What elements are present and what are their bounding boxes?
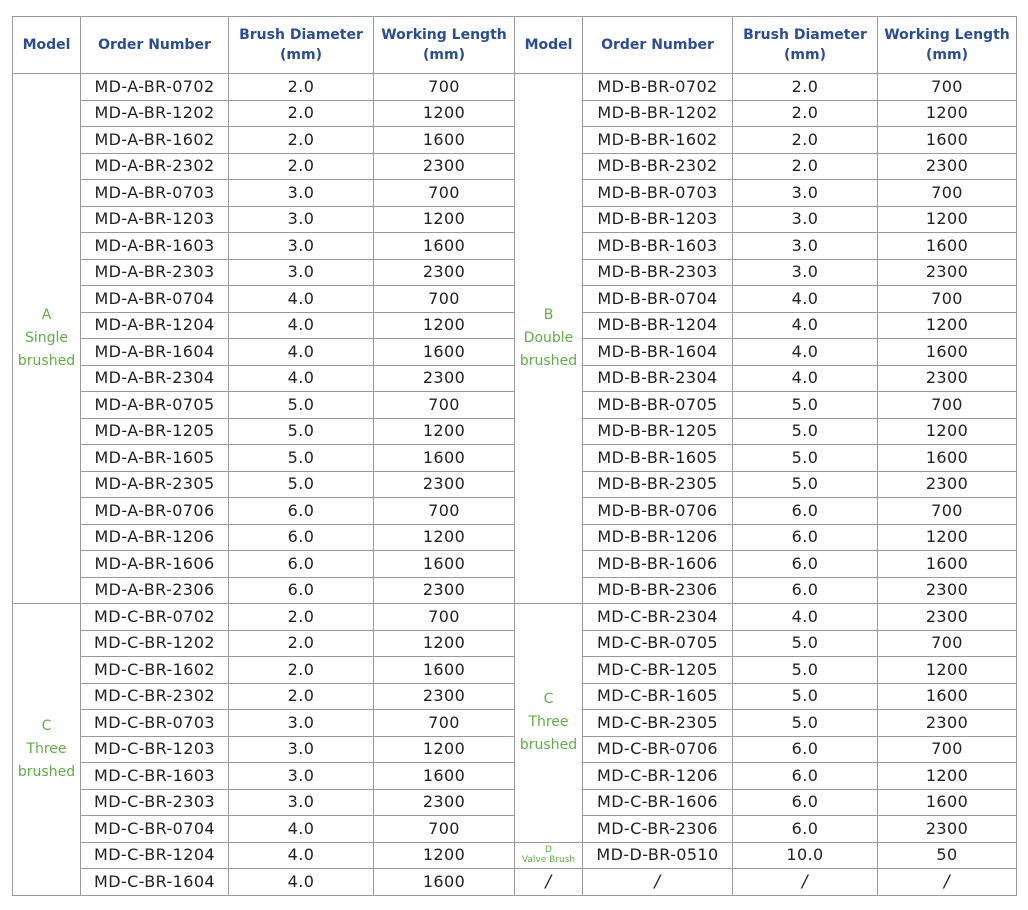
- right-order-number-cell: MD-B-BR-0704: [583, 286, 733, 313]
- right-brush-diameter-cell: 6.0: [733, 789, 878, 816]
- left-brush-diameter-cell: 2.0: [229, 630, 374, 657]
- right-brush-diameter-cell: 2.0: [733, 127, 878, 154]
- left-brush-diameter-cell: 3.0: [229, 206, 374, 233]
- left-order-number-cell: MD-A-BR-1603: [81, 233, 229, 260]
- left-working-length-cell: 700: [374, 74, 515, 101]
- left-order-number-cell: MD-A-BR-2304: [81, 365, 229, 392]
- right-working-length-cell: 1600: [878, 551, 1017, 578]
- left-brush-diameter-cell: 4.0: [229, 816, 374, 843]
- right-working-length-cell: 2300: [878, 153, 1017, 180]
- right-brush-diameter-cell: 6.0: [733, 524, 878, 551]
- left-working-length-cell: 1200: [374, 418, 515, 445]
- empty-order-number-cell: /: [583, 869, 733, 896]
- model-group-a-line: A: [41, 307, 52, 323]
- model-group-a-line: brushed: [17, 353, 76, 369]
- right-order-number-cell: MD-B-BR-1203: [583, 206, 733, 233]
- left-order-number-cell: MD-C-BR-0703: [81, 710, 229, 737]
- right-order-number-cell: MD-C-BR-2305: [583, 710, 733, 737]
- left-brush-diameter-cell: 2.0: [229, 683, 374, 710]
- right-brush-diameter-cell: 5.0: [733, 471, 878, 498]
- right-working-length-cell: 1600: [878, 789, 1017, 816]
- right-working-length-cell: 700: [878, 736, 1017, 763]
- left-working-length-cell: 1600: [374, 445, 515, 472]
- right-brush-diameter-cell: 5.0: [733, 630, 878, 657]
- right-working-length-cell: 1200: [878, 206, 1017, 233]
- left-working-length-cell: 700: [374, 180, 515, 207]
- right-order-number-cell: MD-B-BR-1606: [583, 551, 733, 578]
- left-brush-diameter-cell: 6.0: [229, 551, 374, 578]
- left-working-length-cell: 2300: [374, 683, 515, 710]
- right-working-length-cell: 700: [878, 74, 1017, 101]
- left-working-length-cell: 2300: [374, 471, 515, 498]
- left-working-length-cell: 1200: [374, 312, 515, 339]
- left-order-number-cell: MD-A-BR-1606: [81, 551, 229, 578]
- model-group-d: [515, 842, 583, 869]
- model-group-c-right-line: brushed: [519, 737, 578, 754]
- model-group-c-left-line: C: [41, 717, 52, 734]
- left-order-number-cell: MD-A-BR-0706: [81, 498, 229, 525]
- right-brush-diameter-cell: 4.0: [733, 339, 878, 366]
- header-model-left: Model: [13, 17, 81, 74]
- right-working-length-cell: 2300: [878, 259, 1017, 286]
- right-brush-diameter-cell: 2.0: [733, 153, 878, 180]
- left-brush-diameter-cell: 2.0: [229, 74, 374, 101]
- model-group-c-right: [515, 604, 583, 843]
- left-brush-diameter-cell: 4.0: [229, 312, 374, 339]
- header-order-number-left: Order Number: [81, 17, 229, 74]
- right-order-number-cell: MD-B-BR-1602: [583, 127, 733, 154]
- right-brush-diameter-cell: 4.0: [733, 312, 878, 339]
- model-group-b-line: brushed: [519, 353, 578, 369]
- table-row: [13, 74, 1017, 101]
- right-order-number-cell: MD-C-BR-2304: [583, 604, 733, 631]
- right-working-length-cell: 1600: [878, 445, 1017, 472]
- right-order-number-cell: MD-B-BR-2303: [583, 259, 733, 286]
- right-order-number-cell: MD-B-BR-2306: [583, 577, 733, 604]
- right-order-number-cell: MD-B-BR-1206: [583, 524, 733, 551]
- left-working-length-cell: 2300: [374, 365, 515, 392]
- left-order-number-cell: MD-C-BR-0702: [81, 604, 229, 631]
- left-order-number-cell: MD-C-BR-1602: [81, 657, 229, 684]
- right-order-number-cell: MD-B-BR-0702: [583, 74, 733, 101]
- spec-table-container: [12, 16, 1017, 896]
- right-order-number-cell: MD-B-BR-2305: [583, 471, 733, 498]
- model-group-c-left-line: Three: [26, 740, 67, 757]
- right-order-number-cell: MD-B-BR-1605: [583, 445, 733, 472]
- model-group-b-line: Double: [523, 330, 574, 346]
- left-order-number-cell: MD-A-BR-0705: [81, 392, 229, 419]
- left-working-length-cell: 1600: [374, 127, 515, 154]
- left-brush-diameter-cell: 2.0: [229, 153, 374, 180]
- left-brush-diameter-cell: 2.0: [229, 100, 374, 127]
- right-working-length-cell: 700: [878, 630, 1017, 657]
- right-brush-diameter-cell: 5.0: [733, 657, 878, 684]
- left-working-length-cell: 2300: [374, 153, 515, 180]
- right-order-number-cell: MD-C-BR-0705: [583, 630, 733, 657]
- table-row: [13, 842, 1017, 869]
- model-group-c-right-line: Three: [528, 714, 569, 731]
- right-working-length-cell: 1200: [878, 763, 1017, 790]
- right-working-length-cell: 1600: [878, 339, 1017, 366]
- left-order-number-cell: MD-A-BR-1205: [81, 418, 229, 445]
- left-brush-diameter-cell: 6.0: [229, 524, 374, 551]
- right-working-length-cell: 1600: [878, 127, 1017, 154]
- right-brush-diameter-cell: 4.0: [733, 604, 878, 631]
- left-working-length-cell: 1200: [374, 630, 515, 657]
- model-group-d-line: Valve Brush: [521, 855, 576, 866]
- right-order-number-cell: MD-B-BR-1603: [583, 233, 733, 260]
- left-brush-diameter-cell: 5.0: [229, 418, 374, 445]
- right-brush-diameter-cell: 5.0: [733, 392, 878, 419]
- left-working-length-cell: 2300: [374, 577, 515, 604]
- left-brush-diameter-cell: 4.0: [229, 869, 374, 896]
- left-working-length-cell: 1200: [374, 100, 515, 127]
- header-order-number-right: Order Number: [583, 17, 733, 74]
- model-group-c-left-line: brushed: [17, 763, 76, 780]
- empty-working-length-cell: /: [878, 869, 1017, 896]
- right-working-length-cell: 700: [878, 286, 1017, 313]
- right-working-length-cell: 700: [878, 498, 1017, 525]
- left-brush-diameter-cell: 4.0: [229, 842, 374, 869]
- model-group-d-line: D: [545, 845, 552, 856]
- left-order-number-cell: MD-A-BR-0702: [81, 74, 229, 101]
- left-brush-diameter-cell: 4.0: [229, 339, 374, 366]
- left-working-length-cell: 1200: [374, 736, 515, 763]
- left-working-length-cell: 700: [374, 498, 515, 525]
- left-brush-diameter-cell: 2.0: [229, 604, 374, 631]
- left-order-number-cell: MD-A-BR-2305: [81, 471, 229, 498]
- right-order-number-cell: MD-C-BR-1205: [583, 657, 733, 684]
- left-brush-diameter-cell: 4.0: [229, 365, 374, 392]
- right-order-number-cell: MD-B-BR-0705: [583, 392, 733, 419]
- model-group-c-right-line: C: [543, 691, 554, 708]
- left-order-number-cell: MD-C-BR-1603: [81, 763, 229, 790]
- left-brush-diameter-cell: 3.0: [229, 763, 374, 790]
- right-working-length-cell: 1200: [878, 418, 1017, 445]
- left-order-number-cell: MD-A-BR-0703: [81, 180, 229, 207]
- left-working-length-cell: 1600: [374, 551, 515, 578]
- right-brush-diameter-cell: 3.0: [733, 180, 878, 207]
- right-brush-diameter-cell: 5.0: [733, 445, 878, 472]
- empty-model-cell: /: [515, 869, 583, 896]
- right-brush-diameter-cell: 5.0: [733, 710, 878, 737]
- left-working-length-cell: 1600: [374, 233, 515, 260]
- right-working-length-cell: 2300: [878, 471, 1017, 498]
- right-order-number-cell: MD-C-BR-1606: [583, 789, 733, 816]
- left-order-number-cell: MD-A-BR-2303: [81, 259, 229, 286]
- left-brush-diameter-cell: 5.0: [229, 392, 374, 419]
- model-group-c-left: [13, 604, 81, 896]
- right-order-number-cell: MD-C-BR-0706: [583, 736, 733, 763]
- model-group-b-line: B: [543, 307, 554, 323]
- right-order-number-cell: MD-B-BR-0703: [583, 180, 733, 207]
- left-brush-diameter-cell: 2.0: [229, 127, 374, 154]
- left-order-number-cell: MD-C-BR-2302: [81, 683, 229, 710]
- left-working-length-cell: 1200: [374, 206, 515, 233]
- left-brush-diameter-cell: 3.0: [229, 259, 374, 286]
- left-brush-diameter-cell: 4.0: [229, 286, 374, 313]
- right-working-length-cell: 1200: [878, 657, 1017, 684]
- right-working-length-cell: 2300: [878, 577, 1017, 604]
- left-order-number-cell: MD-A-BR-1203: [81, 206, 229, 233]
- model-group-a: [13, 74, 81, 604]
- left-order-number-cell: MD-C-BR-0704: [81, 816, 229, 843]
- left-order-number-cell: MD-A-BR-1602: [81, 127, 229, 154]
- right-brush-diameter-cell: 2.0: [733, 100, 878, 127]
- right-order-number-cell: MD-B-BR-1604: [583, 339, 733, 366]
- left-order-number-cell: MD-C-BR-1202: [81, 630, 229, 657]
- left-working-length-cell: 1200: [374, 524, 515, 551]
- right-brush-diameter-cell: 6.0: [733, 736, 878, 763]
- left-working-length-cell: 1600: [374, 339, 515, 366]
- left-order-number-cell: MD-A-BR-1204: [81, 312, 229, 339]
- left-working-length-cell: 2300: [374, 789, 515, 816]
- right-brush-diameter-cell: 10.0: [733, 842, 878, 869]
- right-order-number-cell: MD-B-BR-1204: [583, 312, 733, 339]
- left-order-number-cell: MD-A-BR-1202: [81, 100, 229, 127]
- right-order-number-cell: MD-C-BR-1605: [583, 683, 733, 710]
- header-working-length-right: Working Length (mm): [878, 17, 1017, 74]
- right-working-length-cell: 2300: [878, 365, 1017, 392]
- right-brush-diameter-cell: 3.0: [733, 206, 878, 233]
- header-model-right: Model: [515, 17, 583, 74]
- right-working-length-cell: 1600: [878, 683, 1017, 710]
- right-working-length-cell: 50: [878, 842, 1017, 869]
- left-order-number-cell: MD-A-BR-1604: [81, 339, 229, 366]
- left-brush-diameter-cell: 2.0: [229, 657, 374, 684]
- table-row: [13, 604, 1017, 631]
- left-order-number-cell: MD-A-BR-1605: [81, 445, 229, 472]
- right-brush-diameter-cell: 4.0: [733, 286, 878, 313]
- left-order-number-cell: MD-A-BR-0704: [81, 286, 229, 313]
- left-working-length-cell: 700: [374, 816, 515, 843]
- left-working-length-cell: 700: [374, 286, 515, 313]
- right-brush-diameter-cell: 6.0: [733, 763, 878, 790]
- left-order-number-cell: MD-C-BR-1203: [81, 736, 229, 763]
- model-group-b: [515, 74, 583, 604]
- right-brush-diameter-cell: 3.0: [733, 259, 878, 286]
- left-working-length-cell: 1200: [374, 842, 515, 869]
- table-row: [13, 869, 1017, 896]
- left-working-length-cell: 2300: [374, 259, 515, 286]
- left-brush-diameter-cell: 5.0: [229, 445, 374, 472]
- brush-spec-table: [12, 16, 1017, 896]
- left-brush-diameter-cell: 3.0: [229, 180, 374, 207]
- right-order-number-cell: MD-B-BR-2304: [583, 365, 733, 392]
- left-working-length-cell: 700: [374, 604, 515, 631]
- header-working-length-left: Working Length (mm): [374, 17, 515, 74]
- right-working-length-cell: 1200: [878, 312, 1017, 339]
- left-order-number-cell: MD-A-BR-1206: [81, 524, 229, 551]
- header-brush-diameter-left: Brush Diameter (mm): [229, 17, 374, 74]
- right-brush-diameter-cell: 3.0: [733, 233, 878, 260]
- left-working-length-cell: 700: [374, 392, 515, 419]
- right-working-length-cell: 1200: [878, 524, 1017, 551]
- right-brush-diameter-cell: 4.0: [733, 365, 878, 392]
- left-brush-diameter-cell: 3.0: [229, 789, 374, 816]
- right-brush-diameter-cell: 6.0: [733, 577, 878, 604]
- left-brush-diameter-cell: 3.0: [229, 233, 374, 260]
- left-order-number-cell: MD-C-BR-2303: [81, 789, 229, 816]
- right-brush-diameter-cell: 2.0: [733, 74, 878, 101]
- left-order-number-cell: MD-A-BR-2306: [81, 577, 229, 604]
- left-brush-diameter-cell: 3.0: [229, 710, 374, 737]
- left-working-length-cell: 1600: [374, 657, 515, 684]
- right-working-length-cell: 2300: [878, 710, 1017, 737]
- right-order-number-cell: MD-C-BR-1206: [583, 763, 733, 790]
- right-brush-diameter-cell: 6.0: [733, 816, 878, 843]
- right-working-length-cell: 1600: [878, 233, 1017, 260]
- right-order-number-cell: MD-B-BR-0706: [583, 498, 733, 525]
- left-order-number-cell: MD-C-BR-1604: [81, 869, 229, 896]
- left-brush-diameter-cell: 6.0: [229, 577, 374, 604]
- right-order-number-cell: MD-C-BR-2306: [583, 816, 733, 843]
- left-working-length-cell: 700: [374, 710, 515, 737]
- header-brush-diameter-right: Brush Diameter (mm): [733, 17, 878, 74]
- left-order-number-cell: MD-C-BR-1204: [81, 842, 229, 869]
- right-brush-diameter-cell: 5.0: [733, 683, 878, 710]
- right-working-length-cell: 1200: [878, 100, 1017, 127]
- right-working-length-cell: 2300: [878, 816, 1017, 843]
- empty-brush-diameter-cell: /: [733, 869, 878, 896]
- right-brush-diameter-cell: 5.0: [733, 418, 878, 445]
- header-row: [13, 17, 1017, 74]
- right-order-number-cell: MD-D-BR-0510: [583, 842, 733, 869]
- right-brush-diameter-cell: 6.0: [733, 498, 878, 525]
- model-group-a-line: Single: [24, 330, 69, 346]
- right-working-length-cell: 700: [878, 392, 1017, 419]
- right-order-number-cell: MD-B-BR-1205: [583, 418, 733, 445]
- right-order-number-cell: MD-B-BR-1202: [583, 100, 733, 127]
- right-brush-diameter-cell: 6.0: [733, 551, 878, 578]
- left-working-length-cell: 1600: [374, 763, 515, 790]
- left-brush-diameter-cell: 5.0: [229, 471, 374, 498]
- left-brush-diameter-cell: 3.0: [229, 736, 374, 763]
- left-working-length-cell: 1600: [374, 869, 515, 896]
- left-order-number-cell: MD-A-BR-2302: [81, 153, 229, 180]
- right-working-length-cell: 700: [878, 180, 1017, 207]
- left-brush-diameter-cell: 6.0: [229, 498, 374, 525]
- right-order-number-cell: MD-B-BR-2302: [583, 153, 733, 180]
- right-working-length-cell: 2300: [878, 604, 1017, 631]
